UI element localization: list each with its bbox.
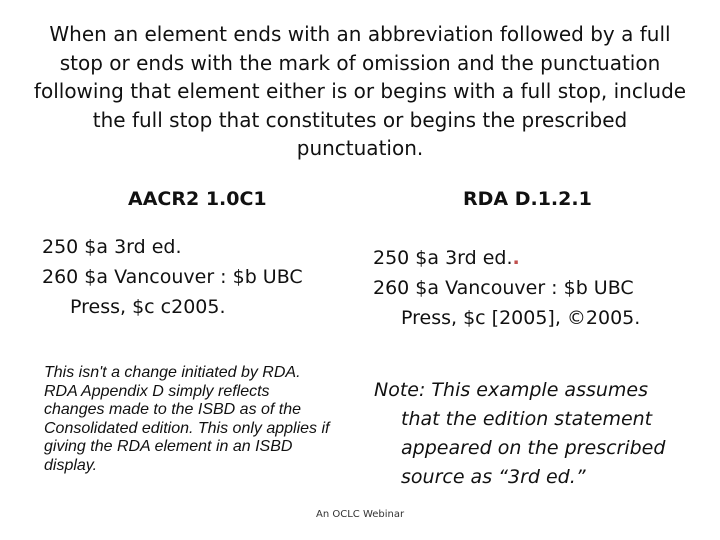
rda-heading: RDA D.1.2.1 [463, 188, 592, 210]
assumption-note-line: source as “3rd ed.” [401, 466, 586, 488]
rda-line-250 [373, 243, 703, 273]
rule-statement: When an element ends with an abbreviation followed by a full stop or ends with the mark of omission and the punctuation following that element either is or begins with a full stop, include the full stop that constitutes or begins the prescribed punctuation. [33, 22, 687, 160]
added-full-stop: . [512, 247, 520, 269]
assumption-note-line: appeared on the prescribed [401, 437, 666, 459]
isbd-note: This isn't a change initiated by RDA. RDA Appendix D simply reflects changes made to the ISBD as of the Consolidated edition. This only applies if giving the RDA element in an ISBD display. [44, 364, 330, 474]
example-assumption-note [374, 376, 704, 492]
aacr2-line-260: 260 $a Vancouver : $b UBC [42, 266, 303, 288]
aacr2-line-260-continued: Press, $c c2005. [70, 296, 226, 318]
rda-line-260-continued: Press, $c [2005], ©2005. [401, 307, 641, 329]
webinar-footer: An OCLC Webinar [316, 509, 405, 520]
aacr2-example [42, 232, 342, 322]
aacr2-heading: AACR2 1.0C1 [128, 188, 267, 210]
rda-line-250-text: 250 $a 3rd ed. [373, 247, 513, 269]
assumption-note-line: that the edition statement [401, 408, 653, 430]
rda-line-260: 260 $a Vancouver : $b UBC [373, 277, 634, 299]
assumption-note-line: Note: This example assumes [374, 379, 649, 401]
rda-example [373, 243, 703, 333]
aacr2-line-250: 250 $a 3rd ed. [42, 236, 182, 258]
